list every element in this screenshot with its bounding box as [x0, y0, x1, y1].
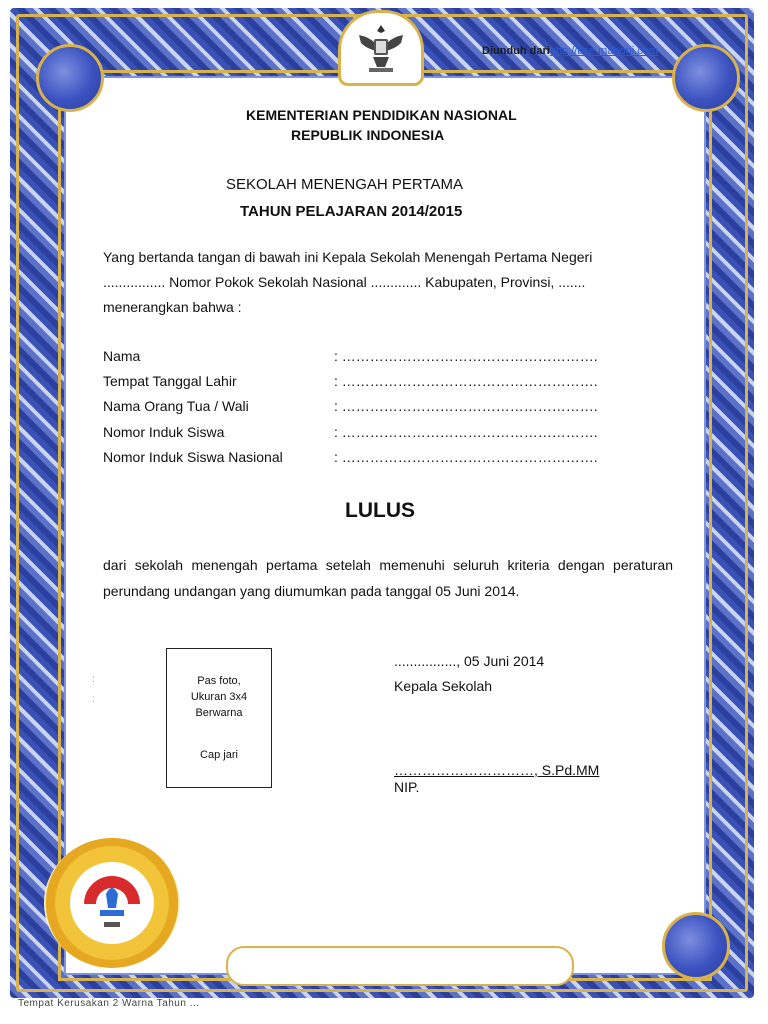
- field-label-nama: Nama: [103, 348, 141, 364]
- photo-line-2: Ukuran 3x4: [190, 691, 248, 703]
- photo-placeholder: [166, 648, 272, 788]
- field-label-ttl: Tempat Tanggal Lahir: [103, 373, 237, 389]
- signature-date: ................, 05 Juni 2014: [394, 653, 545, 669]
- statement-paragraph: dari sekolah menengah pertama setelah memenuhi seluruh kriteria dengan peraturan perundang undangan yang diumumkan pada tanggal 05 Juni 2014.: [103, 557, 673, 599]
- garuda-emblem: [338, 10, 424, 86]
- download-prefix: Diunduh dari: [482, 45, 550, 57]
- signature-title: Kepala Sekolah: [394, 678, 493, 694]
- corner-ornament-top-right: [672, 44, 740, 112]
- photo-line-1: Pas foto,: [197, 675, 241, 687]
- field-label-nis: Nomor Induk Siswa: [103, 424, 225, 440]
- field-value-nis: : ……………………………………………….: [334, 424, 598, 440]
- intro-line-1: Yang bertanda tangan di bawah ini Kepala Sekolah Menengah Pertama Negeri: [103, 249, 593, 265]
- school-seal: [44, 838, 180, 968]
- bottom-label-panel: [226, 946, 574, 986]
- field-value-orang-tua: : ……………………………………………….: [334, 398, 598, 414]
- download-source: [482, 45, 658, 57]
- footer-text: Tempat Kerusakan 2 Warna Tahun ...: [18, 998, 200, 1009]
- field-label-nisn: Nomor Induk Siswa Nasional: [103, 449, 283, 465]
- stray-colon-2: :: [92, 694, 95, 705]
- corner-ornament-bottom-right: [662, 912, 730, 980]
- corner-ornament-top-left: [36, 44, 104, 112]
- ministry-title: KEMENTERIAN PENDIDIKAN NASIONAL: [246, 107, 517, 123]
- download-link[interactable]: http://bse.mahoni.com: [549, 45, 659, 57]
- field-label-orang-tua: Nama Orang Tua / Wali: [103, 398, 249, 414]
- garuda-icon: [355, 21, 407, 75]
- country-title: REPUBLIK INDONESIA: [291, 127, 445, 143]
- result-status: LULUS: [345, 499, 415, 522]
- field-value-ttl: : ……………………………………………….: [334, 373, 598, 389]
- tut-wuri-handayani-icon: [76, 868, 148, 938]
- intro-line-2: ................ Nomor Pokok Sekolah Nasional ............. Kabupaten, Provinsi, .......: [103, 274, 586, 290]
- signature-name: …………………………, S.Pd.MM: [394, 762, 600, 778]
- field-value-nisn: : ……………………………………………….: [334, 449, 598, 465]
- signature-nip: NIP.: [394, 779, 420, 795]
- fingerprint-label: Cap jari: [200, 749, 238, 761]
- photo-line-3: Berwarna: [195, 707, 243, 719]
- school-level: SEKOLAH MENENGAH PERTAMA: [226, 176, 463, 193]
- seal-center: [70, 862, 154, 944]
- intro-line-3: menerangkan bahwa :: [103, 299, 242, 315]
- field-value-nama: : ……………………………………………….: [334, 348, 598, 364]
- academic-year: TAHUN PELAJARAN 2014/2015: [240, 203, 463, 220]
- stray-colon-1: :: [92, 674, 95, 685]
